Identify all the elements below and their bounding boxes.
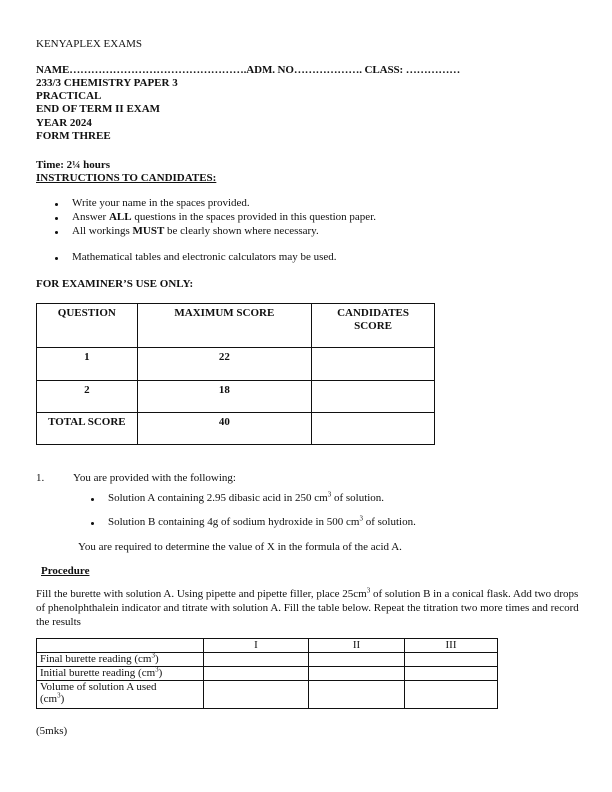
examiner-score-table	[36, 303, 435, 445]
instructions-title: INSTRUCTIONS TO CANDIDATES:	[36, 172, 217, 184]
candidate-score-cell[interactable]	[312, 348, 435, 381]
titration-table	[36, 638, 498, 709]
reading-cell[interactable]	[405, 653, 498, 667]
provided-item: Solution B containing 4g of sodium hydroxide in 500 $cm^3$ of solution.	[108, 514, 416, 528]
row-label: Final burette reading $(cm^3)$	[37, 653, 204, 667]
instruction-item: All workings MUST be clearly shown where necessary.	[72, 225, 319, 237]
reading-cell[interactable]	[405, 681, 498, 709]
reading-cell[interactable]	[309, 653, 405, 667]
org-name: KENYAPLEX EXAMS	[36, 38, 143, 50]
header-question: QUESTION	[37, 304, 138, 348]
reading-cell[interactable]	[204, 653, 309, 667]
bullet-icon	[55, 231, 58, 234]
reading-cell[interactable]	[204, 681, 309, 709]
instruction-item: Answer ALL questions in the spaces provided in this question paper.	[72, 211, 376, 223]
instruction-item: Mathematical tables and electronic calculators may be used.	[72, 251, 337, 263]
reading-cell[interactable]	[309, 667, 405, 681]
table-row	[37, 348, 435, 381]
question-cell: 2	[37, 381, 138, 413]
candidate-score-cell[interactable]	[312, 413, 435, 445]
reading-cell[interactable]	[405, 667, 498, 681]
table-row	[37, 667, 498, 681]
reading-cell[interactable]	[204, 667, 309, 681]
table-row	[37, 413, 435, 445]
header-titration-2: II	[309, 639, 405, 653]
max-score-cell: 22	[137, 348, 311, 381]
reading-cell[interactable]	[309, 681, 405, 709]
candidate-score-cell[interactable]	[312, 381, 435, 413]
bullet-icon	[55, 203, 58, 206]
marks: (5mks)	[36, 725, 68, 737]
question-cell: 1	[37, 348, 138, 381]
time-allowed: Time: 2¼ hours	[36, 159, 111, 171]
max-score-cell: 40	[137, 413, 311, 445]
row-label: Volume of solution A used $(cm^3)$	[37, 681, 204, 709]
bullet-icon	[91, 498, 94, 501]
bullet-icon	[55, 217, 58, 220]
provided-item: Solution A containing 2.95 dibasic acid in 250 $cm^3$ of solution.	[108, 490, 385, 504]
name-adm-class-line: NAME………………………………………….ADM. NO………………. CLASS: ……………	[36, 64, 461, 76]
question-cell: TOTAL SCORE	[37, 413, 138, 445]
procedure-text: Fill the burette with solution A. Using pipette and pipette filler, place $25cm^3$ of solution B in a conical flask. Add two drops of phenolphthalein indicator and titrate with solution A. Fill the table below. Repeat the titration two more times and record the results	[36, 586, 579, 628]
header-blank	[37, 639, 204, 653]
header-candidate-score: CANDIDATES SCORE	[312, 304, 435, 348]
form: FORM THREE	[36, 130, 111, 142]
year: YEAR 2024	[36, 117, 92, 129]
procedure-title: Procedure	[41, 565, 90, 577]
bullet-icon	[55, 257, 58, 260]
table-row	[37, 653, 498, 667]
instruction-item: Write your name in the spaces provided.	[72, 197, 250, 209]
row-label: Initial burette reading $(cm^3)$	[37, 667, 204, 681]
paper-code: 233/3 CHEMISTRY PAPER 3	[36, 77, 178, 89]
max-score-cell: 18	[137, 381, 311, 413]
bullet-icon	[91, 522, 94, 525]
table-row	[37, 381, 435, 413]
question-aim: You are required to determine the value of X in the formula of the acid A.	[78, 541, 402, 553]
header-max-score: MAXIMUM SCORE	[137, 304, 311, 348]
header-titration-3: III	[405, 639, 498, 653]
exam-name: END OF TERM II EXAM	[36, 103, 161, 115]
question-number: 1.	[36, 472, 45, 484]
question-intro: You are provided with the following:	[73, 472, 236, 484]
paper-type: PRACTICAL	[36, 90, 102, 102]
header-titration-1: I	[204, 639, 309, 653]
table-row	[37, 681, 498, 709]
examiner-title: FOR EXAMINER’S USE ONLY:	[36, 278, 194, 290]
